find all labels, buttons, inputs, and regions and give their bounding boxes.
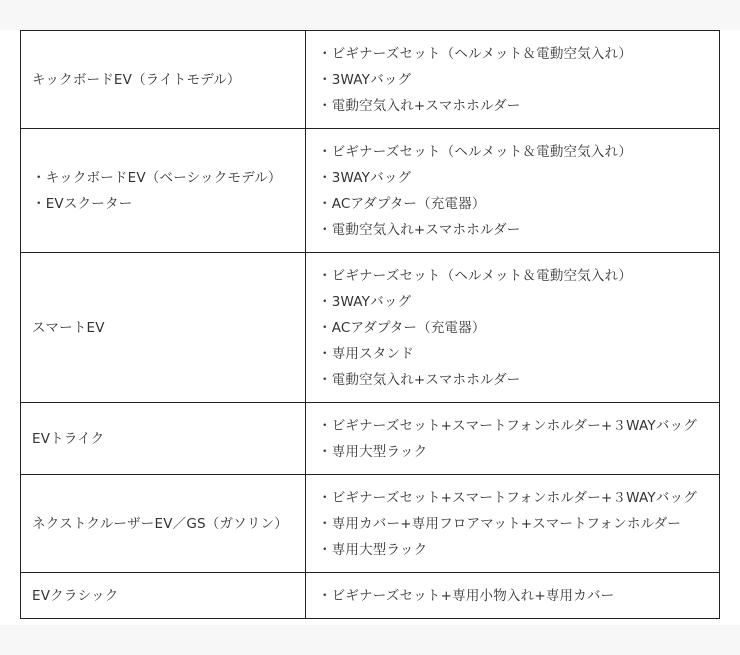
table-row xyxy=(21,475,720,573)
accessory-item: ・ビギナーズセット+スマートフォンホルダー+３WAYバッグ xyxy=(318,489,697,506)
accessory-cell xyxy=(306,403,720,475)
accessory-item: ・ビギナーズセット（ヘルメット＆電動空気入れ） xyxy=(318,45,633,62)
accessory-item: ・電動空気入れ+スマホホルダー xyxy=(318,371,521,388)
accessory-item: ・ACアダプター（充電器） xyxy=(318,195,486,212)
model-name: EVトライク xyxy=(32,430,105,447)
accessory-item: ・ビギナーズセット（ヘルメット＆電動空気入れ） xyxy=(318,267,633,284)
accessory-cell xyxy=(306,129,720,253)
model-name: キックボードEV（ライトモデル） xyxy=(32,71,241,88)
model-cell xyxy=(21,129,306,253)
accessory-item: ・電動空気入れ+スマホホルダー xyxy=(318,97,521,114)
table-row xyxy=(21,573,720,619)
accessory-item: ・専用カバー+専用フロアマット+スマートフォンホルダー xyxy=(318,515,682,532)
accessory-item: ・ビギナーズセット+スマートフォンホルダー+３WAYバッグ xyxy=(318,417,697,434)
accessory-item: ・ACアダプター（充電器） xyxy=(318,319,486,336)
model-cell xyxy=(21,403,306,475)
accessory-item: ・電動空気入れ+スマホホルダー xyxy=(318,221,521,238)
model-name: スマートEV xyxy=(32,319,105,336)
model-cell xyxy=(21,253,306,403)
table-row xyxy=(21,31,720,129)
table-row xyxy=(21,253,720,403)
accessory-table xyxy=(20,30,720,619)
model-name: ・キックボードEV（ベーシックモデル） xyxy=(32,169,282,186)
accessory-item: ・3WAYバッグ xyxy=(318,293,412,310)
accessory-item: ・専用スタンド xyxy=(318,345,414,362)
accessory-cell xyxy=(306,573,720,619)
model-cell xyxy=(21,475,306,573)
accessory-cell xyxy=(306,31,720,129)
model-name: EVクラシック xyxy=(32,587,119,604)
accessory-item: ・専用大型ラック xyxy=(318,443,428,460)
accessory-item: ・3WAYバッグ xyxy=(318,71,412,88)
table-row xyxy=(21,129,720,253)
accessory-item: ・ビギナーズセット（ヘルメット＆電動空気入れ） xyxy=(318,143,633,160)
accessory-item: ・3WAYバッグ xyxy=(318,169,412,186)
accessory-cell xyxy=(306,475,720,573)
model-name: ・EVスクーター xyxy=(32,195,133,212)
model-cell xyxy=(21,31,306,129)
model-cell xyxy=(21,573,306,619)
accessory-item: ・専用大型ラック xyxy=(318,541,428,558)
accessory-cell xyxy=(306,253,720,403)
accessory-item: ・ビギナーズセット+専用小物入れ+専用カバー xyxy=(318,587,615,604)
model-name: ネクストクルーザーEV／GS（ガソリン） xyxy=(32,515,288,532)
table-row xyxy=(21,403,720,475)
